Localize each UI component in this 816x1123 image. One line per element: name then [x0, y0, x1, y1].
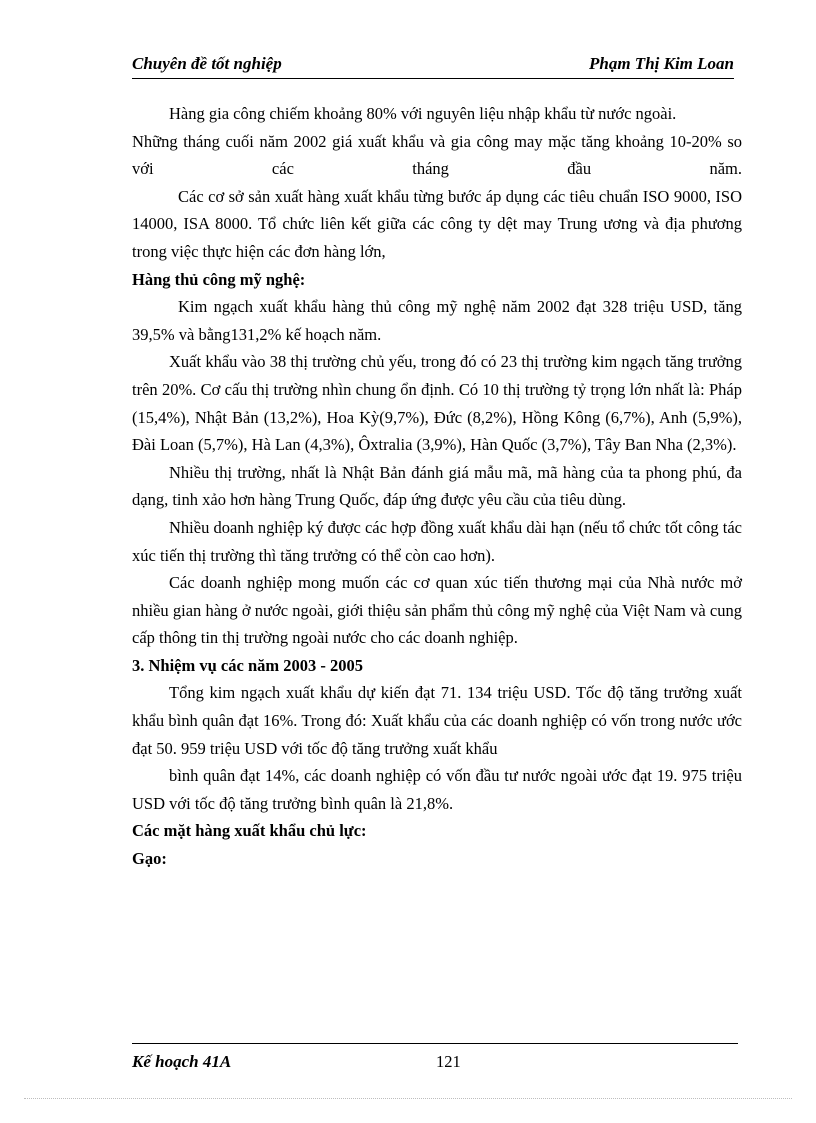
header-author: Phạm Thị Kim Loan: [589, 54, 734, 73]
section-heading: Gạo:: [132, 849, 167, 869]
paragraph: Tổng kim ngạch xuất khẩu dự kiến đạt 71. 134 triệu USD. Tốc độ tăng trưởng xuất khẩu bình quân đạt 16%. Trong đó: Xuất khẩu của các doanh nghiệp có vốn trong nước ước đạt 50. 959 triệu USD với tốc độ tăng trưởng xuất khẩu: [132, 683, 742, 758]
page-footer: [132, 1043, 738, 1078]
paragraph: Hàng gia công chiếm khoảng 80% với nguyên liệu nhập khẩu từ nước ngoài.: [169, 104, 677, 123]
paragraph: Xuất khẩu vào 38 thị trường chủ yếu, trong đó có 23 thị trường kim ngạch tăng trưởng trên 20%. Cơ cấu thị trường nhìn chung ổn định. Có 10 thị trường tỷ trọng lớn nhất là: Pháp (15,4%), Nhật Bản (13,2%), Hoa Kỳ(9,7%), Đức (8,2%), Hồng Kông (6,7%), Anh (5,9%), Đài Loan (5,7%), Hà Lan (4,3%), Ôxtralia (3,9%), Hàn Quốc (3,7%), Tây Ban Nha (2,3%).: [132, 352, 742, 455]
section-heading: Hàng thủ công mỹ nghệ:: [132, 269, 306, 289]
paragraph: Các cơ sở sản xuất hàng xuất khẩu từng bước áp dụng các tiêu chuẩn ISO 9000, ISO 14000, ISA 8000. Tổ chức liên kết giữa các công ty dệt may Trung ương và địa phương trong việc thực hiện các đơn hàng lớn,: [132, 186, 742, 261]
page-number: 121: [436, 1052, 461, 1071]
header-document-title: Chuyên đề tốt nghiệp: [132, 54, 282, 73]
paragraph: Những tháng cuối năm 2002 giá xuất khẩu và gia công may mặc tăng khoảng 10-20% so với các tháng đầu năm.: [132, 131, 742, 179]
page-body: [132, 100, 742, 873]
paragraph: Kim ngạch xuất khẩu hàng thủ công mỹ nghệ năm 2002 đạt 328 triệu USD, tăng 39,5% và bằng131,2% kế hoạch năm.: [132, 297, 742, 344]
footer-class-label: Kế hoạch 41A: [132, 1052, 232, 1071]
section-heading: Các mặt hàng xuất khẩu chủ lực:: [132, 821, 367, 841]
paragraph: Các doanh nghiệp mong muốn các cơ quan xúc tiến thương mại của Nhà nước mở nhiều gian hàng ở nước ngoài, giới thiệu sản phẩm thủ công mỹ nghệ của Việt Nam và cung cấp thông tin thị trường ngoài nước cho các doanh nghiệp.: [132, 573, 742, 648]
paragraph: Nhiều doanh nghiệp ký được các hợp đồng xuất khẩu dài hạn (nếu tổ chức tốt công tác xúc tiến thị trường thì tăng trưởng có thể còn cao hơn).: [132, 517, 742, 565]
paragraph: bình quân đạt 14%, các doanh nghiệp có vốn đầu tư nước ngoài ước đạt 19. 975 triệu USD với tốc độ tăng trưởng bình quân là 21,8%.: [132, 766, 742, 813]
paragraph: Nhiều thị trường, nhất là Nhật Bản đánh giá mẫu mã, mã hàng của ta phong phú, đa dạng, tinh xảo hơn hàng Trung Quốc, đáp ứng được yêu cầu của tiêu dùng.: [132, 462, 742, 510]
page-header: [132, 52, 734, 79]
section-heading: 3. Nhiệm vụ các năm 2003 - 2005: [132, 655, 363, 675]
page-bottom-divider: [24, 1098, 792, 1099]
